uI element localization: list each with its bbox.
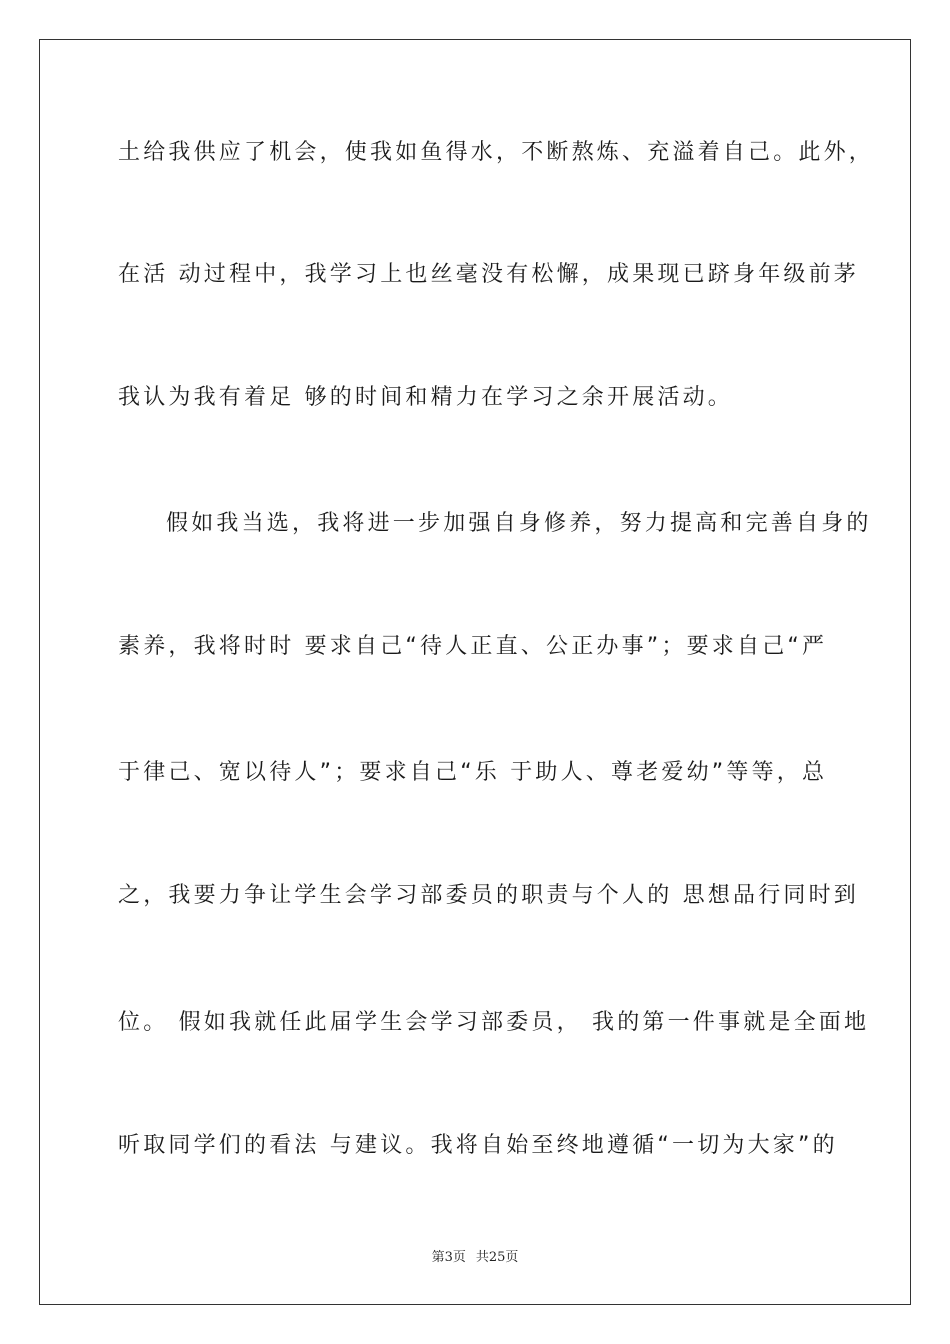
text-line-5: 素养，我将时时 要求自己“待人正直、公正办事”；要求自己“严 bbox=[118, 634, 828, 659]
page-number: 第3页 bbox=[431, 1250, 466, 1265]
text-line-7: 之，我要力争让学生会学习部委员的职责与个人的 思想品行同时到 bbox=[118, 883, 859, 908]
page-border bbox=[39, 39, 911, 1305]
text-line-3: 我认为我有着足 够的时间和精力在学习之余开展活动。 bbox=[118, 385, 733, 410]
text-line-4: 假如我当选，我将进一步加强自身修养，努力提高和完善自身的 bbox=[166, 511, 872, 536]
text-line-8: 位。 假如我就任此届学生会学习部委员， 我的第一件事就是全面地 bbox=[118, 1010, 870, 1035]
text-line-6: 于律己、宽以待人”；要求自己“乐 于助人、尊老爱幼”等等，总 bbox=[118, 760, 828, 785]
page-footer bbox=[0, 1246, 950, 1265]
text-line-9: 听取同学们的看法 与建议。我将自始至终地遵循“一切为大家”的 bbox=[118, 1133, 838, 1158]
text-line-2: 在活 动过程中，我学习上也丝毫没有松懈，成果现已跻身年级前茅 bbox=[118, 262, 859, 287]
page-total: 共25页 bbox=[475, 1250, 519, 1265]
text-line-1: 土给我供应了机会，使我如鱼得水，不断熬炼、充溢着自己。此外， bbox=[118, 140, 875, 165]
